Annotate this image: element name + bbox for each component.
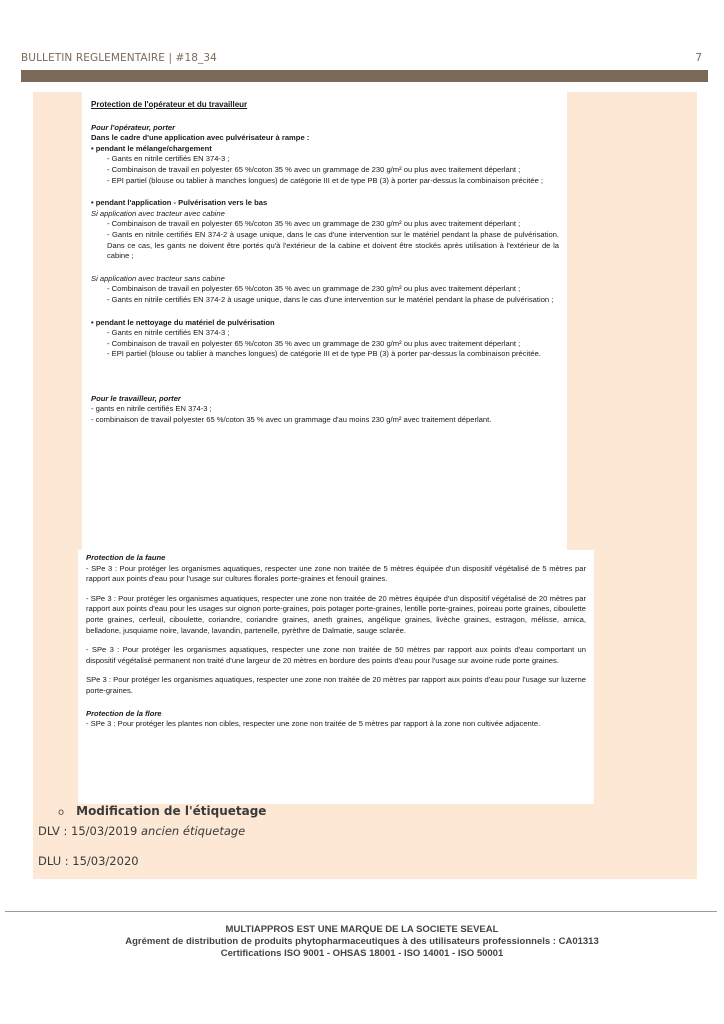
operator-section-heading: Protection de l'opérateur et du travailleur — [91, 100, 248, 109]
without-cabin-item: - Gants en nitrile certifiés EN 374-2 à usage unique, dans le cas d'une intervention sur le matériel pendant la phase de pulvérisation ; — [107, 294, 554, 304]
bulletin-title: BULLETIN REGLEMENTAIRE | #18_34 — [21, 52, 217, 64]
footer-agreement: Agrément de distribution de produits phytopharmaceutiques à des utilisateurs professionnels : CA01313 — [125, 936, 599, 947]
mixing-item: - Gants en nitrile certifiés EN 374-3 ; — [107, 154, 230, 164]
page-number: 7 — [695, 52, 702, 64]
application-title: • pendant l'application - Pulvérisation vers le bas — [91, 198, 268, 208]
without-cabin-title: Si application avec tracteur sans cabine — [91, 273, 225, 283]
mixing-title: • pendant le mélange/chargement — [91, 143, 212, 153]
cleaning-item: - EPI partiel (blouse ou tablier à manches longues) de catégorie III et de type PB (3) à porter par-dessus la combinaison précitée. — [107, 349, 541, 359]
fauna-item: SPe 3 : Pour protéger les organismes aquatiques, respecter une zone non traitée de 20 mètres par rapport aux points d'eau pour l'usage sur luzerne porte-graines. — [86, 675, 586, 695]
mixing-item: - EPI partiel (blouse ou tablier à manches longues) de catégorie III et de type PB (3) à porter par-dessus la combinaison précitée ; — [107, 175, 544, 185]
with-cabin-item: - Gants en nitrile certifiés EN 374-2 à usage unique, dans le cas d'une intervention sur le matériel pendant la phase de pulvérisation. Dans ce cas, les gants ne doivent être portés qu'à l'extérieur de la cabine et doivent être stockés après utilisation à l'extérieur de la cabine ; — [107, 229, 559, 261]
bullet-icon: o — [58, 807, 65, 818]
cleaning-item: - Combinaison de travail en polyester 65 %/coton 35 % avec un grammage de 230 g/m² ou plus avec traitement déperlant ; — [107, 338, 521, 348]
operator-protection-image — [82, 92, 567, 552]
labeling-heading — [58, 804, 266, 818]
footer-certifications: Certifications ISO 9001 - OHSAS 18001 - ISO 14001 - ISO 50001 — [220, 948, 504, 959]
dlv-note: ancien étiquetage — [141, 824, 246, 838]
footer-brand: MULTIAPPROS EST UNE MARQUE DE LA SOCIETE SEVEAL — [225, 924, 499, 935]
header-bar — [21, 70, 708, 82]
with-cabin-item: - Combinaison de travail en polyester 65 %/coton 35 % avec un grammage de 230 g/m² ou plus avec traitement déperlant ; — [107, 219, 521, 229]
cleaning-item: - Gants en nitrile certifiés EN 374-3 ; — [107, 328, 230, 338]
worker-title: Pour le travailleur, porter — [91, 393, 181, 403]
dlv-label: DLV : 15/03/2019 — [38, 824, 138, 838]
cleaning-title: • pendant le nettoyage du matériel de pulvérisation — [91, 317, 275, 327]
fauna-item: - SPe 3 : Pour protéger les organismes aquatiques, respecter une zone non traitée de 20 mètres équipée d'un dispositif végétalisé de 20 mètres par rapport aux points d'eau pour les usages sur oignon porte-graines, pois potager porte-graines, lentille porte-graines, poireau porte graines, ciboulette porte graines, cerfeuil, ciboulette, coriandre, coriandre graines, aneth graines, angélique graines, livèche graines, estragon, mélisse, arnica, belladone, jusquiame noire, lavande, lavandin, partenelle, pyrèthre de Dalmatie, sauge sclarée. — [86, 593, 586, 635]
with-cabin-title: Si application avec tracteur avec cabine — [91, 208, 225, 218]
mixing-item: - Combinaison de travail en polyester 65 %/coton 35 % avec un grammage de 230 g/m² ou plus avec traitement déperlant ; — [107, 164, 521, 174]
footer-divider — [5, 911, 717, 912]
flora-item: - SPe 3 : Pour protéger les plantes non cibles, respecter une zone non traitée de 5 mètres par rapport à la zone non cultivée adjacente. — [86, 719, 541, 729]
fauna-item: - SPe 3 : Pour protéger les organismes aquatiques, respecter une zone non traitée de 50 mètres par rapport aux points d'eau comportant un dispositif végétalisé permanent non traité d'une largeur de 20 mètres en bordure des points d'eau pour l'usage sur avoine rude porte graines. — [86, 645, 586, 665]
application-context: Dans le cadre d'une application avec pulvérisateur à rampe : — [91, 133, 310, 143]
worker-item: - combinaison de travail polyester 65 %/coton 35 % avec un grammage d'au moins 230 g/m² avec traitement déperlant. — [91, 415, 492, 425]
fauna-title: Protection de la faune — [86, 553, 166, 562]
flora-title: Protection de la flore — [86, 708, 162, 718]
environment-protection-image — [78, 550, 594, 804]
worker-item: - gants en nitrile certifiés EN 374-3 ; — [91, 404, 212, 414]
fauna-item: - SPe 3 : Pour protéger les organismes aquatiques, respecter une zone non traitée de 5 mètres équipée d'un dispositif végétalisé de 5 mètres par rapport aux points d'eau pour l'usage sur cultures florales porte-graines et fenouil graines. — [86, 563, 586, 584]
dlu-line: DLU : 15/03/2020 — [38, 854, 139, 868]
dlv-line — [38, 824, 245, 838]
operator-title: Pour l'opérateur, porter — [91, 122, 176, 132]
without-cabin-item: - Combinaison de travail en polyester 65 %/coton 35 % avec un grammage de 230 g/m² ou plus avec traitement déperlant ; — [107, 284, 521, 294]
labeling-title: Modification de l'étiquetage — [76, 804, 267, 818]
